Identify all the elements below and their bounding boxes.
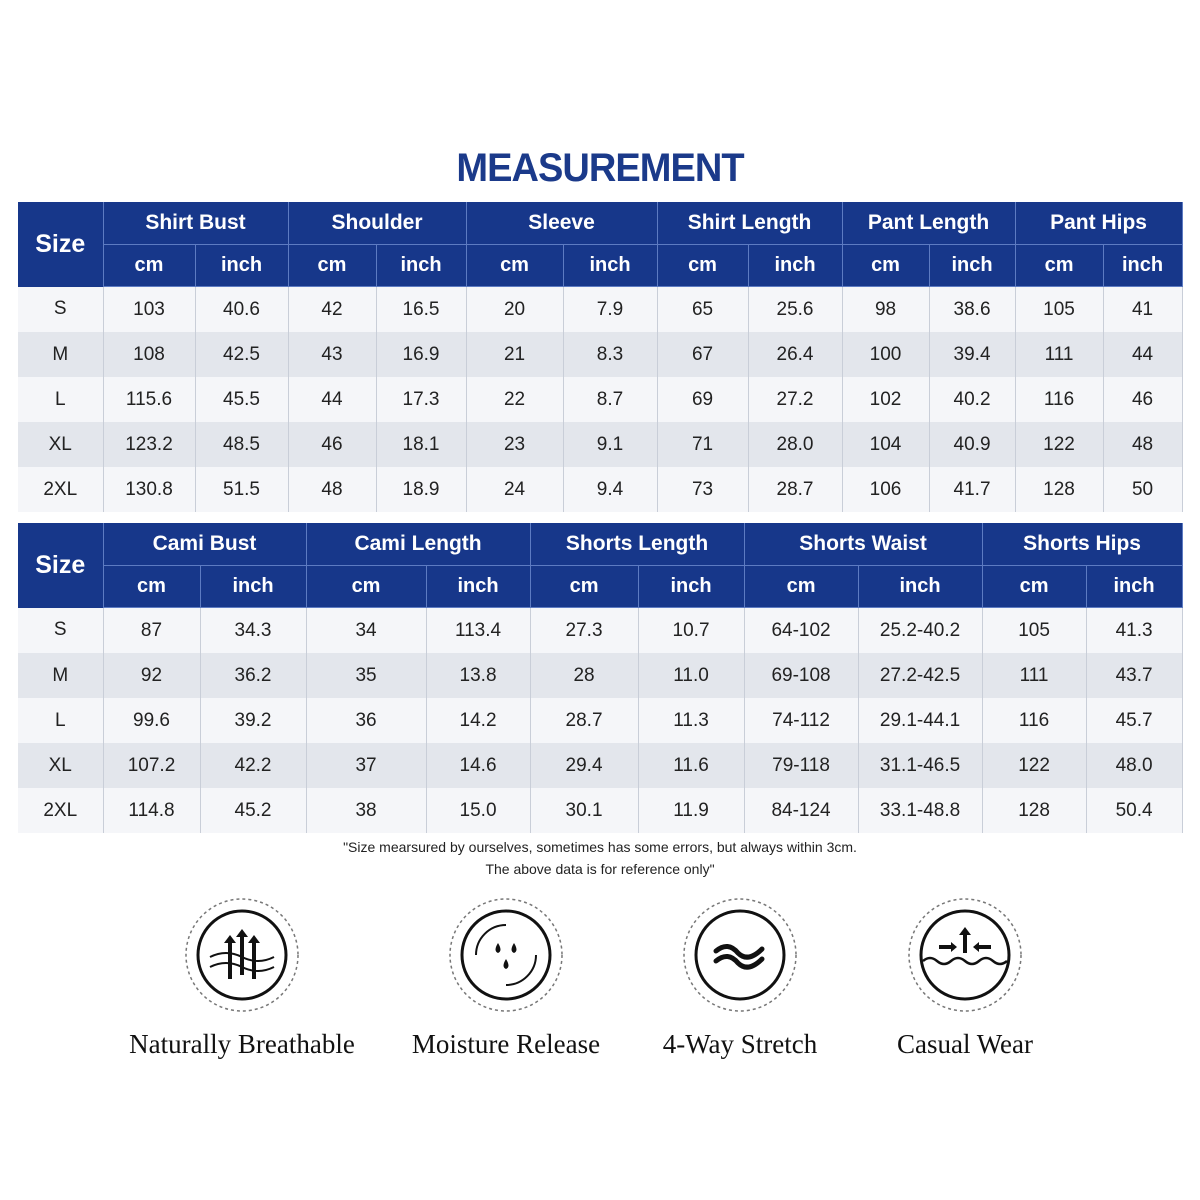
unit-header: cm (657, 245, 748, 287)
measurement-cell: 107.2 (103, 743, 200, 788)
measurement-cell: 105 (1015, 287, 1103, 333)
measurement-cell: 48.0 (1086, 743, 1182, 788)
unit-header: cm (103, 566, 200, 608)
measurement-cell: 42.5 (195, 332, 288, 377)
size-cell: M (18, 653, 103, 698)
size-cell: L (18, 698, 103, 743)
column-group-header: Cami Length (306, 523, 530, 566)
measurement-cell: 8.3 (563, 332, 657, 377)
feature-casual (835, 895, 1095, 1060)
measurement-cell: 18.9 (376, 467, 466, 512)
size-cell: XL (18, 422, 103, 467)
measurement-cell: 27.2-42.5 (858, 653, 982, 698)
measurement-cell: 20 (466, 287, 563, 333)
measurement-cell: 40.9 (929, 422, 1015, 467)
measurement-cell: 31.1-46.5 (858, 743, 982, 788)
column-group-header: Shorts Length (530, 523, 744, 566)
unit-header: inch (376, 245, 466, 287)
measurement-cell: 7.9 (563, 287, 657, 333)
measurement-cell: 28.7 (530, 698, 638, 743)
measurement-cell: 46 (288, 422, 376, 467)
size-header: Size (18, 202, 103, 287)
unit-header: cm (1015, 245, 1103, 287)
column-group-header: Shirt Bust (103, 202, 288, 245)
table-row (18, 467, 1182, 512)
measurement-cell: 45.5 (195, 377, 288, 422)
measurement-cell: 36 (306, 698, 426, 743)
measurement-cell: 8.7 (563, 377, 657, 422)
unit-header: cm (744, 566, 858, 608)
measurement-cell: 69-108 (744, 653, 858, 698)
measurement-cell: 116 (1015, 377, 1103, 422)
measurement-cell: 45.7 (1086, 698, 1182, 743)
measurement-cell: 33.1-48.8 (858, 788, 982, 833)
measurement-cell: 25.2-40.2 (858, 608, 982, 654)
measurement-cell: 128 (982, 788, 1086, 833)
size-cell: M (18, 332, 103, 377)
measurement-cell: 16.5 (376, 287, 466, 333)
measurement-cell: 23 (466, 422, 563, 467)
unit-header: inch (195, 245, 288, 287)
measurement-cell: 27.3 (530, 608, 638, 654)
column-group-header: Shorts Hips (982, 523, 1182, 566)
measurement-cell: 108 (103, 332, 195, 377)
measurement-cell: 116 (982, 698, 1086, 743)
unit-header: cm (982, 566, 1086, 608)
unit-header: inch (929, 245, 1015, 287)
measurement-cell: 9.1 (563, 422, 657, 467)
measurement-cell: 67 (657, 332, 748, 377)
measurement-cell: 27.2 (748, 377, 842, 422)
measurement-cell: 87 (103, 608, 200, 654)
measurement-cell: 14.6 (426, 743, 530, 788)
measurement-cell: 38 (306, 788, 426, 833)
measurement-cell: 114.8 (103, 788, 200, 833)
measurement-cell: 79-118 (744, 743, 858, 788)
table-row (18, 788, 1182, 833)
measurement-cell: 37 (306, 743, 426, 788)
column-group-header: Pant Hips (1015, 202, 1182, 245)
measurement-cell: 44 (288, 377, 376, 422)
unit-header: cm (466, 245, 563, 287)
measurement-cell: 16.9 (376, 332, 466, 377)
column-group-header: Cami Bust (103, 523, 306, 566)
table-row (18, 377, 1182, 422)
measurement-cell: 36.2 (200, 653, 306, 698)
measurement-cell: 41.3 (1086, 608, 1182, 654)
measurement-cell: 105 (982, 608, 1086, 654)
unit-header: inch (426, 566, 530, 608)
measurement-cell: 22 (466, 377, 563, 422)
column-group-header: Shorts Waist (744, 523, 982, 566)
measurement-cell: 103 (103, 287, 195, 333)
breathable-icon (182, 895, 302, 1015)
measurement-cell: 28.7 (748, 467, 842, 512)
measurement-cell: 48 (288, 467, 376, 512)
size-cell: XL (18, 743, 103, 788)
measurement-cell: 41 (1103, 287, 1182, 333)
measurement-cell: 18.1 (376, 422, 466, 467)
table-row (18, 332, 1182, 377)
feature-breathable (112, 895, 372, 1060)
measurement-cell: 111 (1015, 332, 1103, 377)
measurement-cell: 98 (842, 287, 929, 333)
measurement-cell: 11.6 (638, 743, 744, 788)
unit-header: cm (530, 566, 638, 608)
measurement-cell: 38.6 (929, 287, 1015, 333)
measurement-cell: 128 (1015, 467, 1103, 512)
measurement-cell: 30.1 (530, 788, 638, 833)
measurement-cell: 35 (306, 653, 426, 698)
feature-label: Casual Wear (896, 1029, 1034, 1059)
measurement-cell: 29.4 (530, 743, 638, 788)
table-row (18, 422, 1182, 467)
stretch-icon (680, 895, 800, 1015)
measurement-cell: 48 (1103, 422, 1182, 467)
measurement-cell: 123.2 (103, 422, 195, 467)
unit-header: cm (306, 566, 426, 608)
unit-header: cm (103, 245, 195, 287)
measurement-cell: 130.8 (103, 467, 195, 512)
measurement-cell: 74-112 (744, 698, 858, 743)
measurement-cell: 11.0 (638, 653, 744, 698)
unit-header: inch (200, 566, 306, 608)
table-row (18, 743, 1182, 788)
column-group-header: Sleeve (466, 202, 657, 245)
measurement-cell: 65 (657, 287, 748, 333)
measurement-cell: 10.7 (638, 608, 744, 654)
column-group-header: Shirt Length (657, 202, 842, 245)
size-cell: S (18, 287, 103, 333)
page-title: MEASUREMENT (456, 146, 744, 190)
unit-header: inch (748, 245, 842, 287)
unit-header: inch (858, 566, 982, 608)
measurement-cell: 40.2 (929, 377, 1015, 422)
measurement-cell: 104 (842, 422, 929, 467)
measurement-cell: 21 (466, 332, 563, 377)
feature-label: Moisture Release (411, 1029, 601, 1059)
measurement-cell: 50.4 (1086, 788, 1182, 833)
measurement-cell: 17.3 (376, 377, 466, 422)
unit-header: cm (288, 245, 376, 287)
unit-header: inch (638, 566, 744, 608)
measurement-cell: 13.8 (426, 653, 530, 698)
measurement-cell: 48.5 (195, 422, 288, 467)
measurement-cell: 34.3 (200, 608, 306, 654)
unit-header: cm (842, 245, 929, 287)
feature-label: 4-Way Stretch (662, 1029, 818, 1059)
measurement-cell: 115.6 (103, 377, 195, 422)
note-line-2: The above data is for reference only" (485, 861, 715, 877)
size-cell: 2XL (18, 788, 103, 833)
measurement-cell: 43 (288, 332, 376, 377)
measurement-cell: 40.6 (195, 287, 288, 333)
measurement-cell: 24 (466, 467, 563, 512)
measurement-cell: 122 (982, 743, 1086, 788)
measurement-cell: 42 (288, 287, 376, 333)
measurement-cell: 15.0 (426, 788, 530, 833)
measurement-cell: 99.6 (103, 698, 200, 743)
measurement-cell: 26.4 (748, 332, 842, 377)
table-row (18, 287, 1182, 333)
measurement-cell: 102 (842, 377, 929, 422)
feature-label: Naturally Breathable (129, 1029, 355, 1059)
measurement-cell: 39.2 (200, 698, 306, 743)
measurement-cell: 29.1-44.1 (858, 698, 982, 743)
measurement-cell: 46 (1103, 377, 1182, 422)
measurement-cell: 14.2 (426, 698, 530, 743)
unit-header: inch (1103, 245, 1182, 287)
measurement-cell: 51.5 (195, 467, 288, 512)
measurement-cell: 113.4 (426, 608, 530, 654)
measurement-cell: 73 (657, 467, 748, 512)
size-header: Size (18, 523, 103, 608)
measurement-cell: 50 (1103, 467, 1182, 512)
measurement-cell: 41.7 (929, 467, 1015, 512)
measurement-cell: 69 (657, 377, 748, 422)
measurement-cell: 9.4 (563, 467, 657, 512)
measurement-cell: 28.0 (748, 422, 842, 467)
size-cell: S (18, 608, 103, 654)
measurement-cell: 25.6 (748, 287, 842, 333)
measurement-cell: 11.3 (638, 698, 744, 743)
size-cell: L (18, 377, 103, 422)
column-group-header: Shoulder (288, 202, 466, 245)
size-cell: 2XL (18, 467, 103, 512)
measurement-cell: 45.2 (200, 788, 306, 833)
measurement-cell: 111 (982, 653, 1086, 698)
measurement-cell: 92 (103, 653, 200, 698)
cami-shorts-size-table (18, 523, 1183, 833)
measurement-note (0, 836, 1200, 880)
measurement-cell: 11.9 (638, 788, 744, 833)
measurement-cell: 64-102 (744, 608, 858, 654)
shirt-pant-size-table (18, 202, 1183, 512)
measurement-cell: 43.7 (1086, 653, 1182, 698)
casual-icon (905, 895, 1025, 1015)
unit-header: inch (563, 245, 657, 287)
measurement-cell: 71 (657, 422, 748, 467)
unit-header: inch (1086, 566, 1182, 608)
feature-stretch (610, 895, 870, 1060)
measurement-cell: 44 (1103, 332, 1182, 377)
measurement-cell: 100 (842, 332, 929, 377)
column-group-header: Pant Length (842, 202, 1015, 245)
measurement-cell: 122 (1015, 422, 1103, 467)
measurement-cell: 28 (530, 653, 638, 698)
measurement-cell: 84-124 (744, 788, 858, 833)
feature-moisture (376, 895, 636, 1060)
table-row (18, 698, 1182, 743)
measurement-cell: 42.2 (200, 743, 306, 788)
table-row (18, 608, 1182, 654)
moisture-icon (446, 895, 566, 1015)
measurement-cell: 34 (306, 608, 426, 654)
note-line-1: "Size mearsured by ourselves, sometimes has some errors, but always within 3cm. (343, 839, 857, 855)
measurement-cell: 106 (842, 467, 929, 512)
measurement-cell: 39.4 (929, 332, 1015, 377)
table-row (18, 653, 1182, 698)
